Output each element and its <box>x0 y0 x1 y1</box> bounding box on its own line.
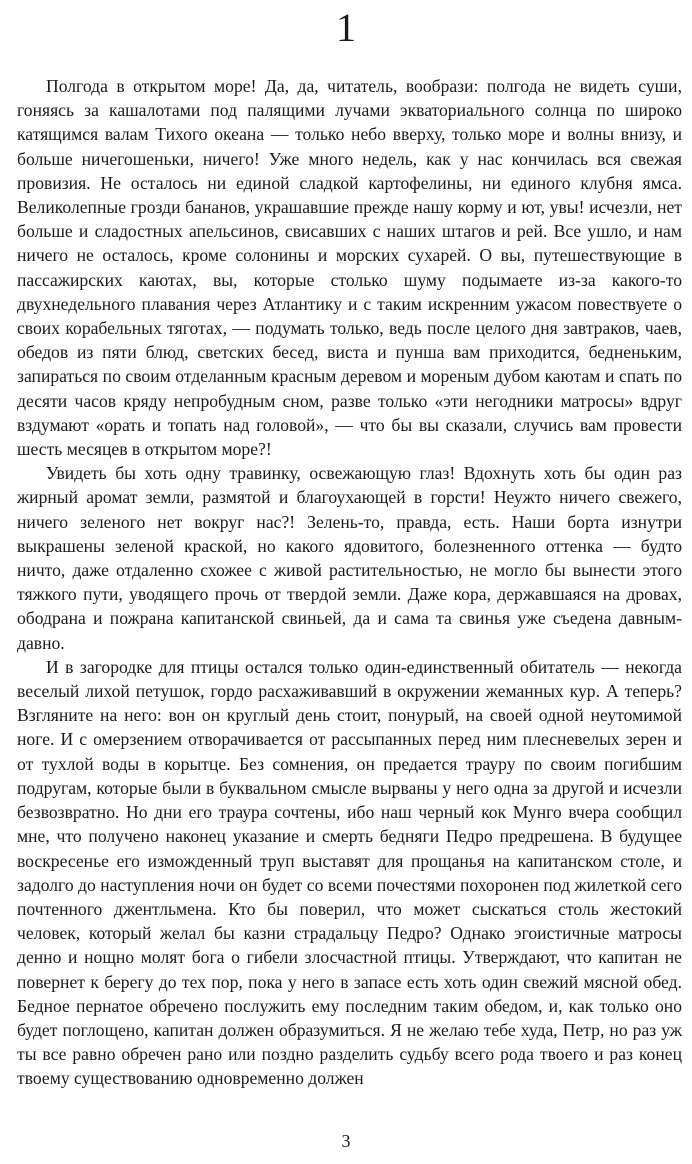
page-number: 3 <box>341 1131 351 1151</box>
paragraph: Увидеть бы хоть одну травинку, освежающую глаз! Вдохнуть хоть бы один раз жирный аромат земли, размятой и благоухающей в горсти! Неужто ничего свежего, ничего зеленого нет вокруг нас?! Зелень-то, правда, есть. Наши борта изнутри выкрашены зеленой краской, но какого ядовитого, болезненного оттенка — будто ничто, даже отдаленно схожее с живой растительностью, не могло бы вынести этого тяжкого пути, уводящего прочь от твердой земли. Даже кора, державшаяся на дровах, ободрана и пожрана капитанской свиньей, да и сама та свинья уже съедена давным-давно. <box>17 463 682 653</box>
paragraph: Полгода в открытом море! Да, да, читатель, вообрази: полгода не видеть суши, гоняясь за кашалотами под палящими лучами экваториального солнца по широко катящимся валам Тихого океана — только небо вверху, только море и волны внизу, и больше ничегошеньки, ничего! Уже много недель, как у нас кончилась вся свежая провизия. Не осталось ни единой сладкой картофелины, ни единого клубня ямса. Великолепные грозди бананов, украшавшие прежде нашу корму и ют, увы! исчезли, нет больше и сладостных апельсинов, свисавших с наших штагов и рей. Все ушло, и нам ничего не осталось, кроме солонины и морских сухарей. О вы, путешествующие в пассажирских каютах, вы, которые столько шуму подымаете из-за какого-то двухнедельного плавания через Атлантику и с таким искренним ужасом повествуете о своих корабельных тяготах, — подумать только, ведь после целого дня завтраков, чаев, обедов из пяти блюд, светских бесед, виста и пунша вам приходится, бедненьким, запираться по своим отделанным красным деревом и мореным дубом каютам и спать по десяти часов кряду непробудным сном, разве только «эти негодники матросы» вдруг вздумают «орать и топать над головой», — что бы вы сказали, случись вам провести шесть месяцев в открытом море?! <box>17 76 682 460</box>
paragraph: И в загородке для птицы остался только один-единственный обитатель — некогда веселый лихой петушок, гордо расхаживавший в окружении жеманных кур. А теперь? Взгляните на него: вон он круглый день стоит, понурый, на своей одной неутомимой ноге. И с омерзением отворачивается от рассыпанных перед ним плесневелых зерен и от тухлой воды в корытце. Без сомнения, он предается трауру по своим погибшим подругам, которые были в буквальном смысле вырваны у него одна за другой и исчезли безвозвратно. Но дни его траура сочтены, ибо наш черный кок Мунго вчера сообщил мне, что получено наконец указание и смерть бедняги Педро предрешена. В будущее воскресенье его изможденный труп выставят для прощанья на капитанском столе, и задолго до наступления ночи он будет со всеми почестями похоронен под жилеткой сего почтенного джентльмена. Кто бы поверил, что может сыскаться столь жестокий человек, который желал бы казни страдальцу Педро? Однако эгоистичные матросы денно и нощно молят бога о гибели злосчастной птицы. Утверждают, что капитан не повернет к берегу до тех пор, пока у него в запасе есть хоть один свежий мясной обед. Бедное пернатое обречено послужить ему последним таким обедом, и, как только оно будет поглощено, капитан должен образумиться. Я не желаю тебе худа, Петр, но раз уж ты все равно обречен рано или поздно разделить судьбу всего рода твоего и раз конец твоему существованию одновременно должен <box>17 656 682 1089</box>
chapter-number: 1 <box>336 5 356 50</box>
body-text <box>17 74 682 1091</box>
